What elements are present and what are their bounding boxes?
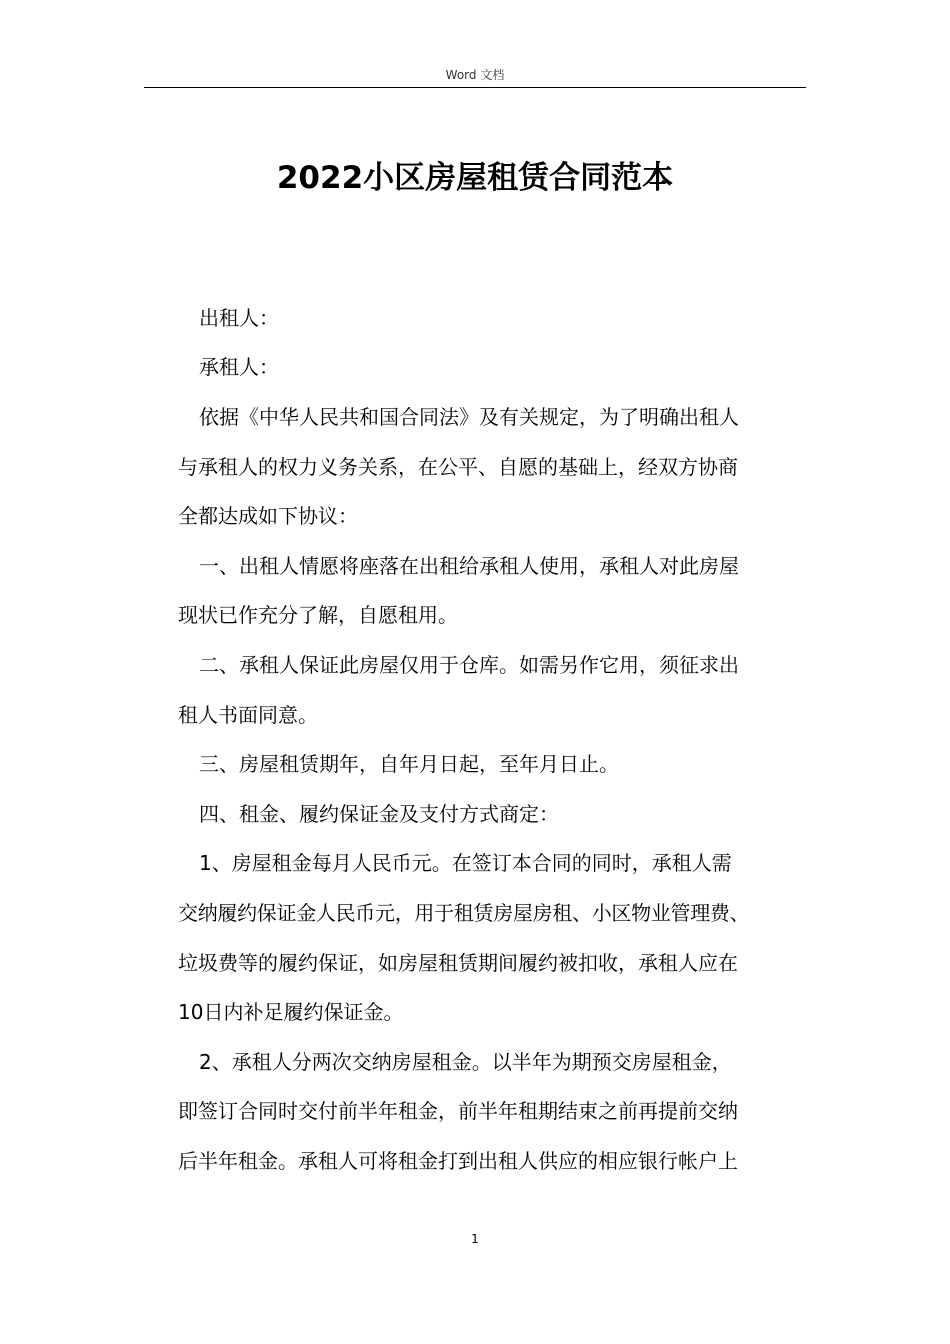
paragraph-line: 出租人： [199,306,279,330]
paragraph-line: 10日内补足履约保证金。 [178,1000,404,1024]
paragraph-line: 三、房屋租赁期年，自年月日起，至年月日止。 [199,752,619,776]
paragraph-line: 四、租金、履约保证金及支付方式商定： [199,802,559,826]
paragraph-line: 即签订合同时交付前半年租金，前半年租期结束之前再提前交纳 [178,1099,738,1123]
paragraph-line: 1、房屋租金每月人民币元。在签订本合同的同时，承租人需 [199,851,732,875]
paragraph-line: 现状已作充分了解，自愿租用。 [178,603,458,627]
paragraph-line: 后半年租金。承租人可将租金打到出租人供应的相应银行帐户上 [178,1149,738,1173]
paragraph-line: 二、承租人保证此房屋仅用于仓库。如需另作它用，须征求出 [199,653,739,677]
header-divider [144,87,806,88]
paragraph-line: 租人书面同意。 [178,703,318,727]
paragraph-line: 与承租人的权力义务关系，在公平、自愿的基础上，经双方协商 [178,455,738,479]
paragraph-line: 依据《中华人民共和国合同法》及有关规定，为了明确出租人 [199,405,739,429]
paragraph-line: 全都达成如下协议： [178,504,358,528]
paragraph-line: 一、出租人情愿将座落在出租给承租人使用，承租人对此房屋 [199,554,739,578]
paragraph-line: 承租人： [199,355,279,379]
paragraph-line: 垃圾费等的履约保证，如房屋租赁期间履约被扣收，承租人应在 [178,951,738,975]
document-title: 2022小区房屋租赁合同范本 [276,160,674,196]
paragraph-line: 交纳履约保证金人民币元，用于租赁房屋房租、小区物业管理费、 [178,901,750,925]
page-number: 1 [471,1232,479,1246]
page-header-label: Word 文档 [445,68,505,82]
paragraph-line: 2、承租人分两次交纳房屋租金。以半年为期预交房屋租金， [199,1050,732,1074]
